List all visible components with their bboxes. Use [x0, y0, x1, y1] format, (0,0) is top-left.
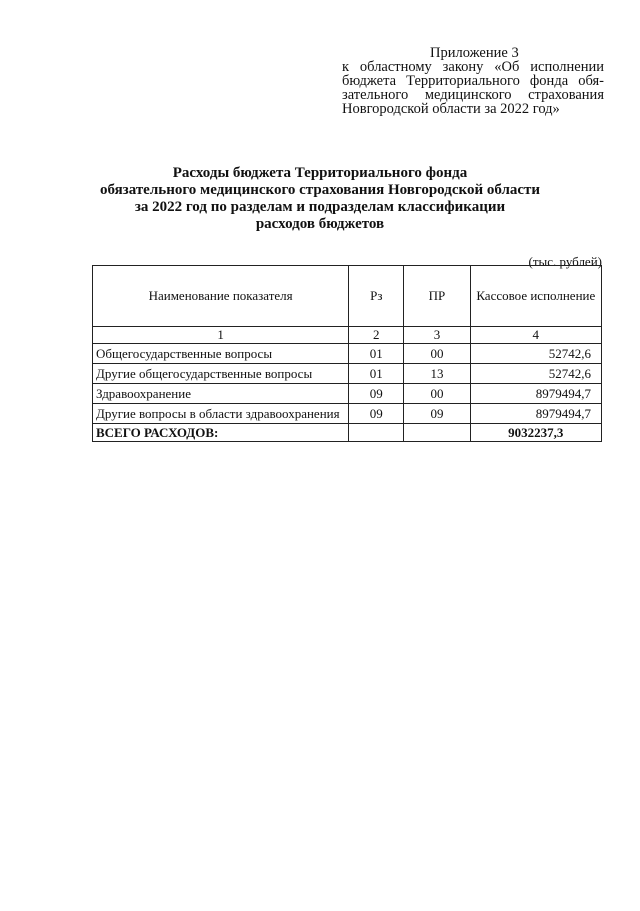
header-amount: Кассовое исполнение: [470, 266, 601, 327]
column-number: 4: [470, 327, 601, 344]
total-pr-empty: [404, 424, 470, 442]
row-name: Общегосударственные вопросы: [93, 344, 349, 364]
row-name: Другие вопросы в области здравоохранения: [93, 404, 349, 424]
annex-line-2: бюджета Территориального фонда обя-: [342, 73, 604, 89]
title-line-3: за 2022 год по разделам и подразделам классификации: [134, 199, 506, 215]
row-amount: 8979494,7: [470, 384, 601, 404]
row-amount: 52742,6: [470, 364, 601, 384]
row-pr: 09: [404, 404, 470, 424]
table-row: [93, 364, 602, 384]
row-rz: 09: [349, 384, 404, 404]
row-amount: 8979494,7: [470, 404, 601, 424]
units-label: (тыс. рублей): [528, 254, 602, 269]
row-rz: 01: [349, 364, 404, 384]
annex-line-1: к областному закону «Об исполнении: [342, 59, 604, 75]
row-pr: 00: [404, 344, 470, 364]
annex-line-3: зательного медицинского страхования: [342, 87, 604, 103]
title-line-1: Расходы бюджета Территориального фонда: [172, 165, 468, 181]
row-rz: 09: [349, 404, 404, 424]
annex-header: [342, 46, 604, 116]
row-pr: 13: [404, 364, 470, 384]
column-number: 2: [349, 327, 404, 344]
header-pr: ПР: [404, 266, 470, 327]
row-rz: 01: [349, 344, 404, 364]
table-header-row: [93, 266, 602, 327]
annex-line-4: Новгородской области за 2022 год»: [342, 101, 560, 117]
total-rz-empty: [349, 424, 404, 442]
column-number: 1: [93, 327, 349, 344]
table-row: [93, 344, 602, 364]
title-line-2: обязательного медицинского страхования Новгородской области: [99, 182, 541, 198]
total-label: ВСЕГО РАСХОДОВ:: [93, 424, 349, 442]
document-title: [90, 165, 550, 233]
header-name: Наименование показателя: [93, 266, 349, 327]
row-pr: 00: [404, 384, 470, 404]
column-number: 3: [404, 327, 470, 344]
row-name: Другие общегосударственные вопросы: [93, 364, 349, 384]
title-line-4: расходов бюджетов: [255, 216, 385, 232]
table-row: [93, 384, 602, 404]
row-amount: 52742,6: [470, 344, 601, 364]
header-rz: Рз: [349, 266, 404, 327]
total-row: [93, 424, 602, 442]
table-row: [93, 404, 602, 424]
total-amount: 9032237,3: [470, 424, 601, 442]
annex-title: Приложение 3: [430, 45, 519, 61]
column-numbers-row: [93, 327, 602, 344]
row-name: Здравоохранение: [93, 384, 349, 404]
expenses-table: [92, 265, 602, 442]
